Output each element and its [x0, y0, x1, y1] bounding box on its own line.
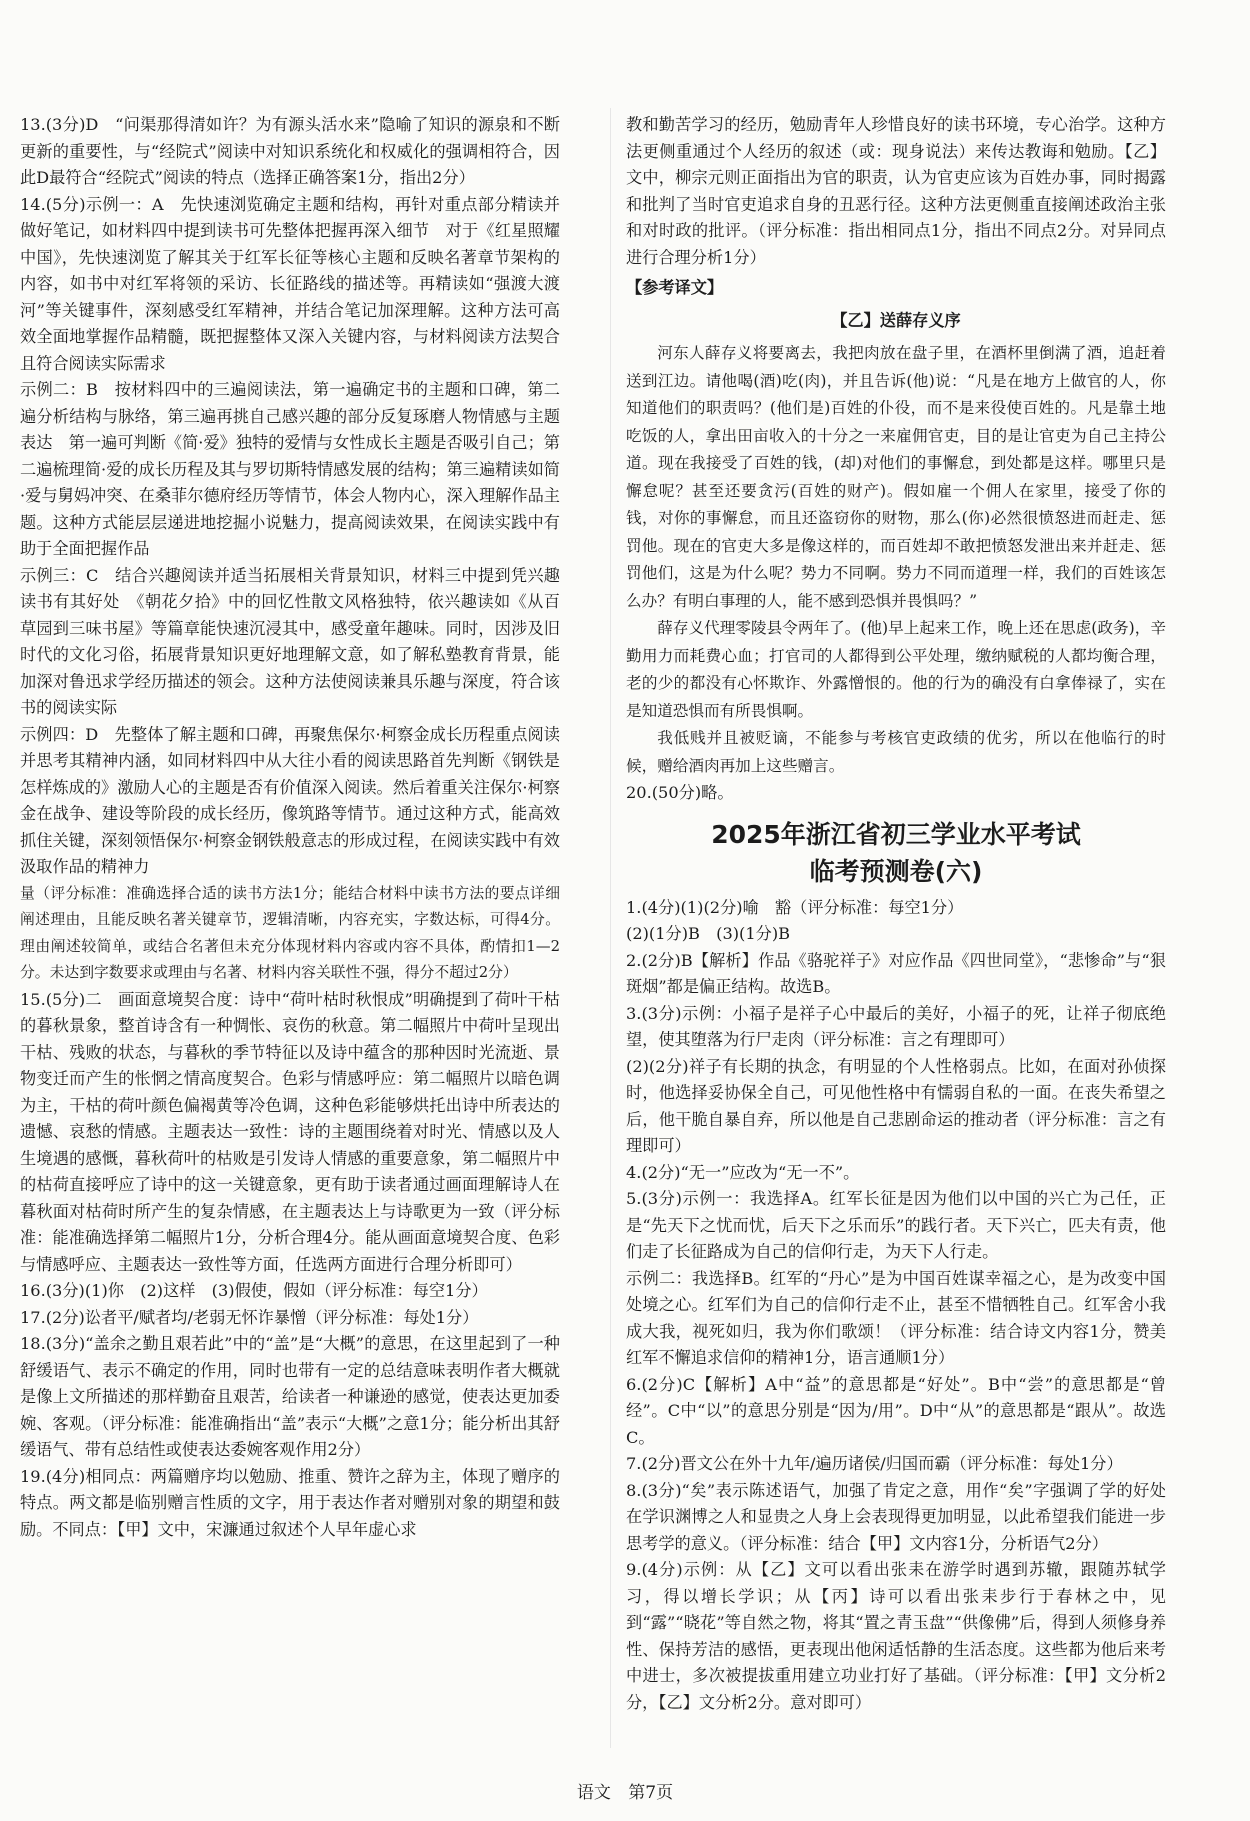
answer-13: 13.(3分)D “问渠那得清如许？为有源头活水来”隐喻了知识的源泉和不断更新的重要性，与“经院式”阅读中对知识系统化和权威化的强调相符合，因此D最符合“经院式”阅读的特点（选择正确答案1分，指出2分） [20, 115, 560, 187]
answer-7: 7.(2分)晋文公在外十九年/遍历诸侯/归国而霸（评分标准：每处1分） [626, 1454, 1123, 1473]
answer-14-example-2: 示例二：B 按材料四中的三遍阅读法，第一遍确定书的主题和口碑，第二遍分析结构与脉络，第三遍再挑自己感兴趣的部分反复琢磨人物情感与主题表达 第一遍可判断《简·爱》独特的爱情与女性成长主题是否吸引自己；第二遍梳理简·爱的成长历程及其与罗切斯特情感发展的结构；第三遍精读如简·爱与舅妈冲突、在桑菲尔德府经历等情节，体会人物内心，深入理解作品主题。这种方式能层层递进地挖掘小说魅力，提高阅读效果，在阅读实践中有助于全面把握作品 [20, 380, 560, 558]
answer-14-example-4: 示例四：D 先整体了解主题和口碑，再聚焦保尔·柯察金成长历程重点阅读并思考其精神内涵，如同材料四中从大往小看的阅读思路首先判断《钢铁是怎样炼成的》激励人心的主题是否有价值深入阅读。然后着重关注保尔·柯察金在战争、建设等阶段的成长经历，像筑路等情节。通过这种方式，能高效抓住关键，深刻领悟保尔·柯察金钢铁般意志的形成过程，在阅读实践中有效汲取作品的精神力 [20, 724, 560, 876]
reference-translation-label: 【参考译文】 [626, 278, 724, 297]
answer-17: 17.(2分)讼者平/赋者均/老弱无怀诈暴憎（评分标准：每处1分） [20, 1307, 479, 1327]
right-column [626, 112, 1166, 1716]
translation-paragraph: 我低贱并且被贬谪，不能参与考核官吏政绩的优劣，所以在他临行的时候，赠给酒肉再加上这些赠言。 [626, 729, 1166, 775]
footer-subject: 语文 [576, 1783, 611, 1803]
answer-19-continued: 教和勤苦学习的经历，勉励青年人珍惜良好的读书环境，专心治学。这种方法更侧重通过个人经历的叙述（或：现身说法）来传达教诲和勉励。【乙】文中，柳宗元则正面指出为官的职责，认为官吏应该为百姓办事，同时揭露和批判了当时官吏追求自身的丑恶行径。这种方法更侧重直接阐述政治主张和对时政的批评。（评分标准：指出相同点1分，指出不同点2分。对异同点进行合理分析1分） [626, 115, 1166, 267]
answer-16: 16.(3分)(1)你 (2)这样 (3)假使，假如（评分标准：每空1分） [20, 1281, 488, 1300]
answer-18: 18.(3分)“盖余之勤且艰若此”中的“盖”是“大概”的意思，在这里起到了一种舒缓语气、表示不确定的作用，同时也带有一定的总结意味表明作者大概就是像上文所描述的那样勤奋且艰苦，给读者一种谦逊的感觉，使表达更加委婉、客观。（评分标准：能准确指出“盖”表示“大概”之意1分；能分析出其舒缓语气、带有总结性或使表达委婉客观作用2分） [20, 1334, 560, 1459]
answer-1-parts: (2)(1分)B (3)(1分)B [626, 924, 791, 943]
answer-14-scoring: 量（评分标准：准确选择合适的读书方法1分；能结合材料中读书方法的要点详细阐述理由，且能反映名著关键章节，逻辑清晰，内容充实，字数达标，可得4分。理由阐述较简单，或结合名著但未充分体现材料内容或内容不具体，酌情扣1—2分。未达到字数要求或理由与名著、材料内容关联性不强，得分不超过2分） [20, 884, 560, 981]
answer-9: 9.(4分)示例：从【乙】文可以看出张耒在游学时遇到苏辙，跟随苏轼学习，得以增长学识；从【丙】诗可以看出张耒步行于春林之中，见到“露”“晓花”等自然之物，将其“置之青玉盘”“供像佛”后，得到人须修身养性、保持芳洁的感悟，更表现出他闲适恬静的生活态度。这些都为他后来考中进士，多次被提拔重用建立功业打好了基础。（评分标准：【甲】文分析2分，【乙】文分析2分。意对即可） [626, 1560, 1166, 1712]
answer-6: 6.(2分)C【解析】A中“益”的意思都是“好处”。B中“尝”的意思都是“曾经”。C中“以”的意思分别是“因为/用”。D中“从”的意思都是“跟从”。故选C。 [626, 1374, 1166, 1447]
answer-8: 8.(3分)“矣”表示陈述语气，加强了肯定之意，用作“矣”字强调了学的好处在学识渊博之人和显贵之人身上会表现得更加明显，以此希望我们能进一步思考学的意义。（评分标准：结合【甲】文内容1分，分析语气2分） [626, 1480, 1166, 1553]
answer-5: 5.(3分)示例一：我选择A。红军长征是因为他们以中国的兴亡为己任，正是“先天下之忧而忧，后天下之乐而乐”的践行者。天下兴亡，匹夫有责，他们走了长征路成为自己的信仰行走，为天下人行走。 [626, 1189, 1166, 1261]
answer-15: 15.(5分)二 画面意境契合度：诗中“荷叶枯时秋恨成”明确提到了荷叶干枯的暮秋景象，整首诗含有一种惆怅、哀伤的秋意。第二幅照片中荷叶呈现出干枯、残败的状态，与暮秋的季节特征以及诗中蕴含的那种因时光流逝、景物变迁而产生的怅惘之情高度契合。色彩与情感呼应：第二幅照片以暗色调为主，干枯的荷叶颜色偏褐黄等冷色调，这种色彩能够烘托出诗中所表达的遗憾、哀愁的情感。主题表达一致性：诗的主题围绕着对时光、情感以及人生境遇的感慨，暮秋荷叶的枯败是引发诗人情感的重要意象，第二幅照片中的枯荷直接呼应了诗中的这一关键意象，更有助于读者通过画面理解诗人在暮秋面对枯荷时所产生的复杂情感，在主题表达上与诗歌更为一致（评分标准：能准确选择第二幅照片1分，分析合理4分。能从画面意境契合度、色彩与情感呼应、主题表达一致性等方面，任选两方面进行合理分析即可） [20, 989, 560, 1274]
answer-5-example-2: 示例二：我选择B。红军的“丹心”是为中国百姓谋幸福之心，是为改变中国处境之心。红军们为自己的信仰行走不止，甚至不惜牺牲自己。红军舍小我成大我，视死如归，我为你们歌颂！（评分标准：结合诗文内容1分，赞美红军不懈追求信仰的精神1分，语言通顺1分） [626, 1268, 1166, 1367]
column-divider [610, 108, 611, 1748]
translation-paragraph: 薛存义代理零陵县令两年了。(他)早上起来工作，晚上还在思虑(政务)，辛勤用力而耗费心血；打官司的人都得到公平处理，缴纳赋税的人都均衡合理，老的少的都没有心怀欺诈、外露憎恨的。他的行为的确没有白拿俸禄了，实在是知道恐惧而有所畏惧啊。 [626, 619, 1166, 720]
answer-4: 4.(2分)“无一”应改为“无一不”。 [626, 1162, 860, 1182]
answer-3-part-2: (2)(2分)祥子有长期的执念，有明显的个人性格弱点。比如，在面对孙侦探时，他选择妥协保全自己，可见他性格中有懦弱自私的一面。在丧失希望之后，他干脆自暴自弃，所以他是自己悲剧命运的推动者（评分标准：言之有理即可） [626, 1056, 1166, 1155]
page-footer [0, 1778, 1250, 1803]
footer-page-number: 第7页 [628, 1783, 674, 1803]
left-column [20, 112, 560, 1543]
translation-title: 【乙】送薛存义序 [831, 310, 961, 330]
answer-19: 19.(4分)相同点：两篇赠序均以勉励、推重、赞许之辞为主，体现了赠序的特点。两文都是临别赠言性质的文字，用于表达作者对赠别对象的期望和鼓励。不同点：【甲】文中，宋濂通过叙述个人早年虚心求 [20, 1466, 560, 1539]
exam-subtitle: 临考预测卷(六) [809, 856, 983, 886]
answer-2: 2.(2分)B【解析】作品《骆驼祥子》对应作品《四世同堂》，“悲惨命”与“狠斑烟”都是偏正结构。故选B。 [626, 950, 1166, 996]
answer-14: 14.(5分)示例一：A 先快速浏览确定主题和结构，再针对重点部分精读并做好笔记，如材料四中提到读书可先整体把握再深入细节 对于《红星照耀中国》，先快速浏览了解其关于红军长征等核心主题和反映名著章节架构的内容，如书中对红军将领的采访、长征路线的描述等。再精读如“强渡大渡河”等关键事件，深刻感受红军精神，并结合笔记加深理解。这种方法可高效全面地掌握作品精髓，既把握整体又深入关键内容，与材料阅读方法契合且符合阅读实际需求 [20, 194, 560, 373]
answer-20: 20.(50分)略。 [626, 783, 734, 802]
translation-paragraph: 河东人薛存义将要离去，我把肉放在盘子里，在酒杯里倒满了酒，追赶着送到江边。请他喝(酒)吃(肉)，并且告诉(他)说：“凡是在地方上做官的人，你知道他们的职责吗？(他们是)百姓的仆役，而不是来役使百姓的。凡是靠土地吃饭的人，拿出田亩收入的十分之一来雇佣官吏，目的是让官吏为自己主持公道。现在我接受了百姓的钱，(却)对他们的事懈怠，到处都是这样。哪里只是懈怠呢？甚至还要贪污(百姓的财产)。假如雇一个佣人在家里，接受了你的钱，对你的事懈怠，而且还盗窃你的财物，那么(你)必然很愤怒进而赶走、惩罚他。现在的官吏大多是像这样的，而百姓却不敢把愤怒发泄出来并赶走、惩罚他们，这是为什么呢？势力不同啊。势力不同而道理一样，我们的百姓该怎么办？有明白事理的人，能不感到恐惧并畏惧吗？” [626, 344, 1166, 610]
answer-1: 1.(4分)(1)(2分)喻 豁（评分标准：每空1分） [626, 897, 964, 917]
answer-14-example-3: 示例三：C 结合兴趣阅读并适当拓展相关背景知识，材料三中提到凭兴趣读书有其好处 《朝花夕拾》中的回忆性散文风格独特，依兴趣读如《从百草园到三味书屋》等篇章能快速沉浸其中，感受童年趣味。同时，因涉及旧时代的文化习俗，拓展背景知识更好地理解文意，如了解私塾教育背景，能加深对鲁迅求学经历描述的领会。这种方法使阅读兼具乐趣与深度，符合该书的阅读实际 [20, 565, 560, 717]
answer-3: 3.(3分)示例：小福子是祥子心中最后的美好，小福子的死，让祥子彻底绝望，使其堕落为行尸走肉（评分标准：言之有理即可） [626, 1003, 1166, 1049]
exam-title: 2025年浙江省初三学业水平考试 [711, 819, 1081, 849]
